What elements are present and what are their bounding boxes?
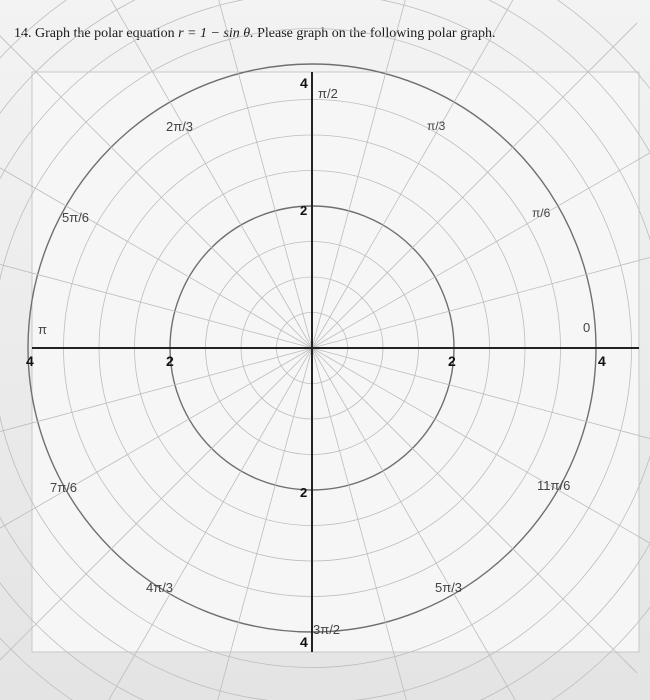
angle-label-2pi-3: 2π/3 [166, 119, 194, 134]
angle-label-0: 0 [583, 320, 591, 335]
polar-grid [26, 72, 639, 652]
question-text-after: Please graph on the following polar graph. [257, 26, 496, 41]
angle-label-pi: π [38, 322, 47, 337]
angle-label-pi-2: π/2 [318, 86, 338, 101]
radius-label-right-inner: 2 [448, 353, 456, 369]
angle-label-7pi-6: 7π/6 [50, 480, 78, 495]
radius-label-left-outer: 4 [26, 353, 34, 369]
radius-label-bottom-inner: 2 [300, 485, 308, 500]
question-text-before: Graph the polar equation [35, 26, 175, 41]
radius-label-right-outer: 4 [598, 353, 606, 369]
polar-graph [26, 72, 639, 652]
angle-label-4pi-3: 4π/3 [146, 580, 174, 595]
angle-label-5pi-6: 5π/6 [62, 210, 90, 225]
radius-label-left-inner: 2 [166, 353, 174, 369]
radius-label-top-outer: 4 [300, 75, 308, 91]
angle-label-3pi-2: 3π/2 [313, 622, 341, 637]
question-number: 14. [14, 26, 32, 41]
radius-label-top-inner: 2 [300, 203, 308, 218]
question-equation: r = 1 − sin θ. [178, 26, 254, 41]
radius-label-bottom-outer: 4 [300, 634, 308, 650]
angle-label-11pi-6: 11π/6 [537, 478, 571, 493]
angle-label-pi-6: π/6 [532, 206, 551, 220]
angle-label-pi-3: π/3 [427, 119, 446, 133]
angle-label-5pi-3: 5π/3 [435, 580, 463, 595]
